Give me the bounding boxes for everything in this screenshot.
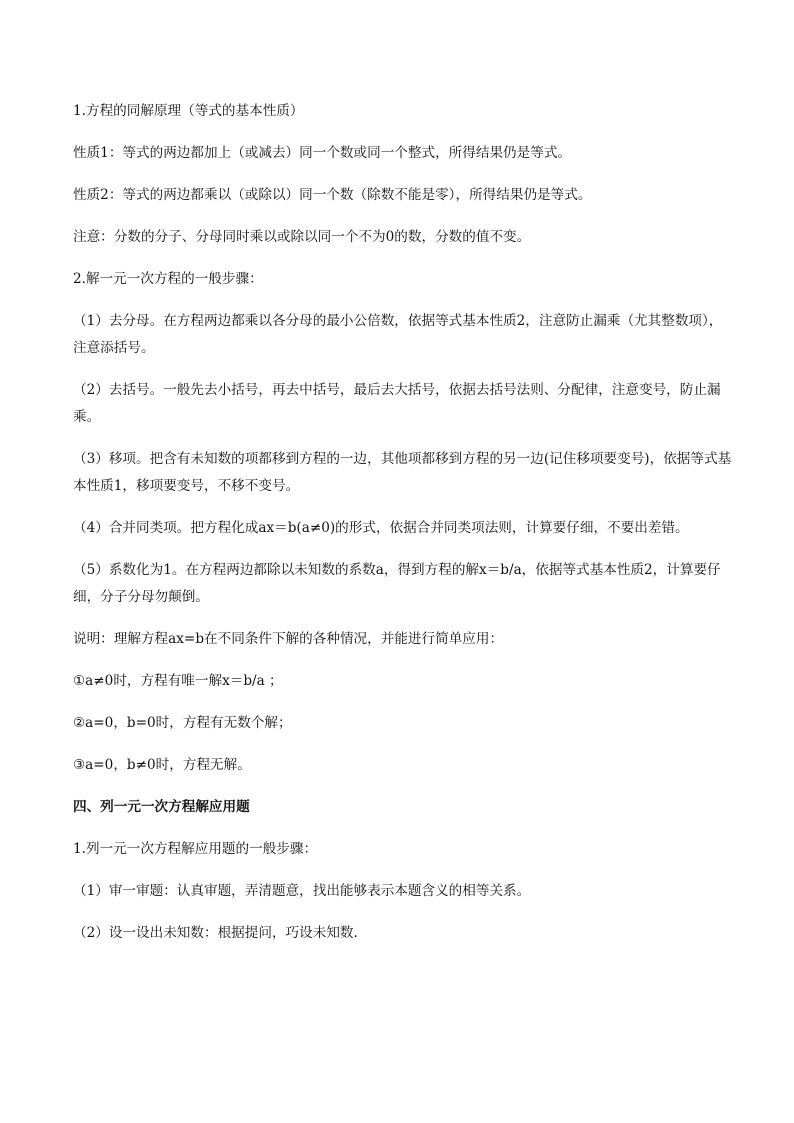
explanation: 说明：理解方程ax=b在不同条件下解的各种情况，并能进行简单应用： <box>73 631 504 647</box>
case-infinite-solutions: ②a=0，b=0时，方程有无数个解； <box>73 715 292 731</box>
property-1: 性质1：等式的两边都加上（或减去）同一个数或同一个整式，所得结果仍是等式。 <box>73 145 572 161</box>
document-body <box>73 98 733 947</box>
step-1-remove-denominators: （1）去分母。在方程两边都乘以各分母的最小公倍数，依据等式基本性质2，注意防止漏乘（尤其整数项），注意添括号。 <box>73 313 723 356</box>
step-3-move-terms: （3）移项。把含有未知数的项都移到方程的一边，其他项都移到方程的另一边(记住移项要变号)，依据等式基本性质1，移项要变号，不移不变号。 <box>73 451 732 494</box>
word-problem-step-2: （2）设一设出未知数：根据提问，巧设未知数. <box>73 925 358 941</box>
step-5-coefficient-to-one: （5）系数化为1。在方程两边都除以未知数的系数a，得到方程的解x＝b/a，依据等式基本性质2，计算要仔细，分子分母勿颠倒。 <box>73 562 721 605</box>
section-heading-word-problems: 四、列一元一次方程解应用题 <box>73 799 250 815</box>
section-heading-general-steps: 2.解一元一次方程的一般步骤： <box>73 271 263 287</box>
step-4-combine-like-terms: （4）合并同类项。把方程化成ax＝b(a≠0)的形式，依据合并同类项法则，计算要仔细，不要出差错。 <box>73 520 689 536</box>
case-no-solution: ③a=0，b≠0时，方程无解。 <box>73 757 251 773</box>
note-fraction: 注意：分数的分子、分母同时乘以或除以同一个不为0的数，分数的值不变。 <box>73 229 531 245</box>
word-problem-step-1: （1）审一审题：认真审题，弄清题意，找出能够表示本题含义的相等关系。 <box>73 883 531 899</box>
case-unique-solution: ①a≠0时，方程有唯一解x＝b/a ； <box>73 673 283 689</box>
section-heading-solution-principle: 1.方程的同解原理（等式的基本性质） <box>73 103 304 119</box>
step-2-remove-brackets: （2）去括号。一般先去小括号，再去中括号，最后去大括号，依据去括号法则、分配律，注意变号，防止漏乘。 <box>73 382 721 425</box>
word-problem-steps-heading: 1.列一元一次方程解应用题的一般步骤： <box>73 841 318 857</box>
property-2: 性质2：等式的两边都乘以（或除以）同一个数（除数不能是零），所得结果仍是等式。 <box>73 187 592 203</box>
